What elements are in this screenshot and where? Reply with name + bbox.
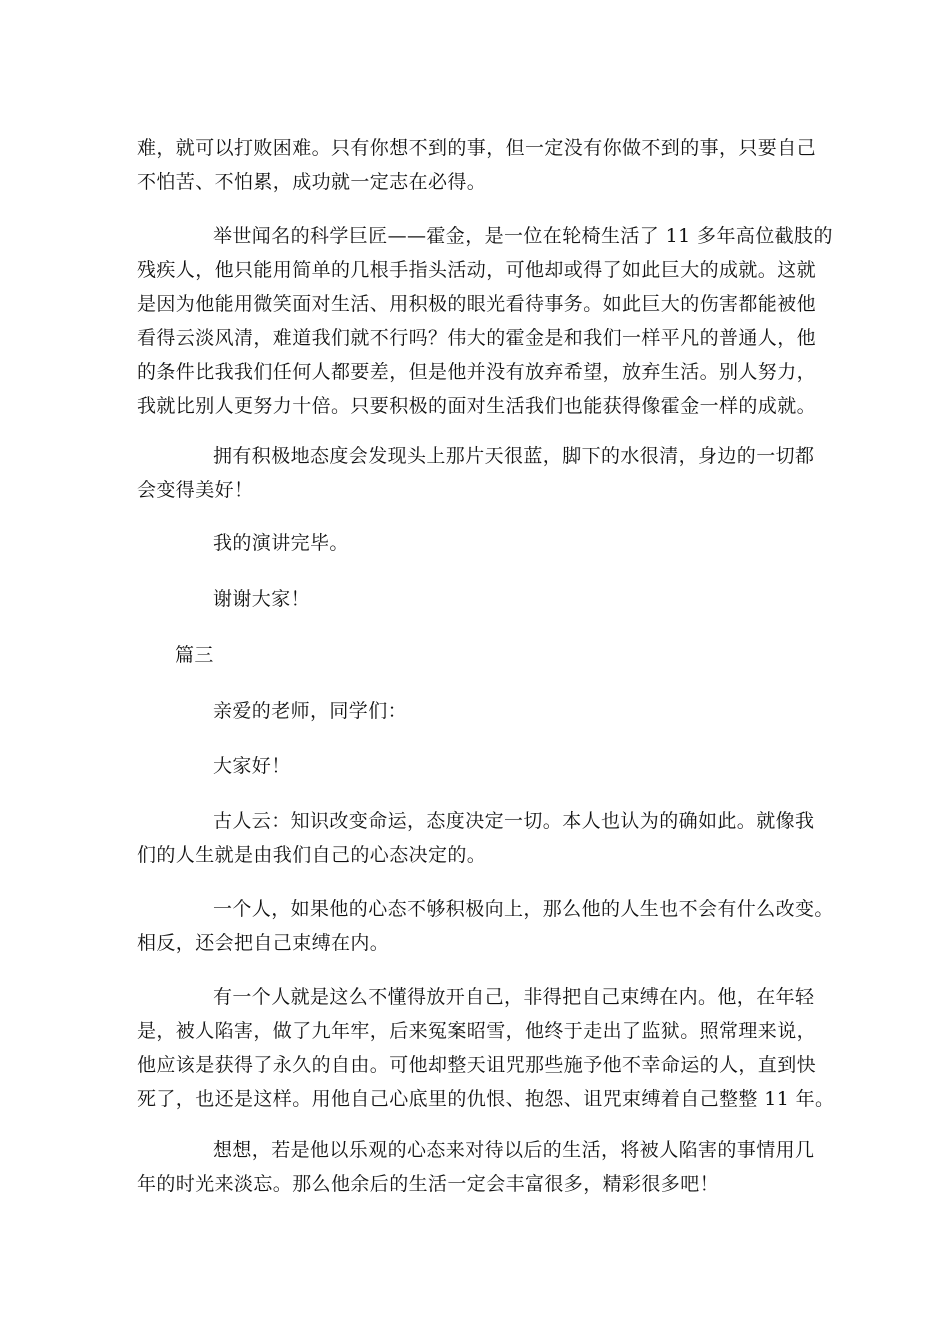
text-line: 年的时光来淡忘。那么他余后的生活一定会丰富很多，精彩很多吧！ — [137, 1173, 720, 1195]
text-line: 有一个人就是这么不懂得放开自己，非得把自己束缚在内。他，在年轻 — [213, 986, 815, 1008]
paragraph — [137, 526, 817, 560]
paragraph — [137, 804, 817, 872]
text-line: 亲爱的老师，同学们： — [213, 700, 408, 722]
text-line: 死了，也还是这样。用他自己心底里的仇恨、抱怨、诅咒束缚着自己整整 11 年。 — [137, 1088, 835, 1110]
paragraph — [137, 582, 817, 616]
text-line: 谢谢大家！ — [213, 588, 311, 610]
text-line: 大家好！ — [213, 755, 291, 777]
text-line: 相反，还会把自己束缚在内。 — [137, 932, 390, 954]
text-line: 不怕苦、不怕累，成功就一定志在必得。 — [137, 171, 487, 193]
text-line: 的条件比我我们任何人都要差，但是他并没有放弃希望，放弃生活。别人努力， — [137, 361, 817, 383]
paragraph — [137, 980, 835, 1116]
text-line: 们的人生就是由我们自己的心态决定的。 — [137, 844, 487, 866]
text-line: 他应该是获得了永久的自由。可他却整天诅咒那些施予他不幸命运的人，直到快 — [137, 1054, 817, 1076]
text-line: 举世闻名的科学巨匠——霍金，是一位在轮椅生活了 11 多年高位截肢的 — [213, 225, 833, 247]
text-line: 残疾人，他只能用简单的几根手指头活动，可他却或得了如此巨大的成就。这就 — [137, 259, 817, 281]
paragraph — [137, 439, 817, 507]
text-line: 会变得美好！ — [137, 479, 254, 501]
paragraph — [137, 892, 834, 960]
text-line: 难，就可以打败困难。只有你想不到的事，但一定没有你做不到的事，只要自己 — [137, 137, 817, 159]
text-line: 我就比别人更努力十倍。只要积极的面对生活我们也能获得像霍金一样的成就。 — [137, 395, 817, 417]
text-line: 拥有积极地态度会发现头上那片天很蓝，脚下的水很清，身边的一切都 — [213, 445, 815, 467]
text-line: 看得云淡风清，难道我们就不行吗？伟大的霍金是和我们一样平凡的普通人，他 — [137, 327, 817, 349]
text-line: 我的演讲完毕。 — [213, 532, 349, 554]
text-line: 是，被人陷害，做了九年牢，后来冤案昭雪，他终于走出了监狱。照常理来说， — [137, 1020, 817, 1042]
section-heading — [137, 638, 817, 672]
paragraph — [137, 219, 833, 423]
greeting — [137, 749, 817, 783]
text-line: 是因为他能用微笑面对生活、用积极的眼光看待事务。如此巨大的伤害都能被他 — [137, 293, 817, 315]
paragraph — [137, 1133, 817, 1201]
text-line: 篇三 — [175, 644, 214, 666]
salutation — [137, 694, 817, 728]
text-line: 想想，若是他以乐观的心态来对待以后的生活，将被人陷害的事情用几 — [213, 1139, 815, 1161]
text-line: 一个人，如果他的心态不够积极向上，那么他的人生也不会有什么改变。 — [213, 898, 834, 920]
paragraph — [137, 131, 817, 199]
text-line: 古人云：知识改变命运，态度决定一切。本人也认为的确如此。就像我 — [213, 810, 815, 832]
